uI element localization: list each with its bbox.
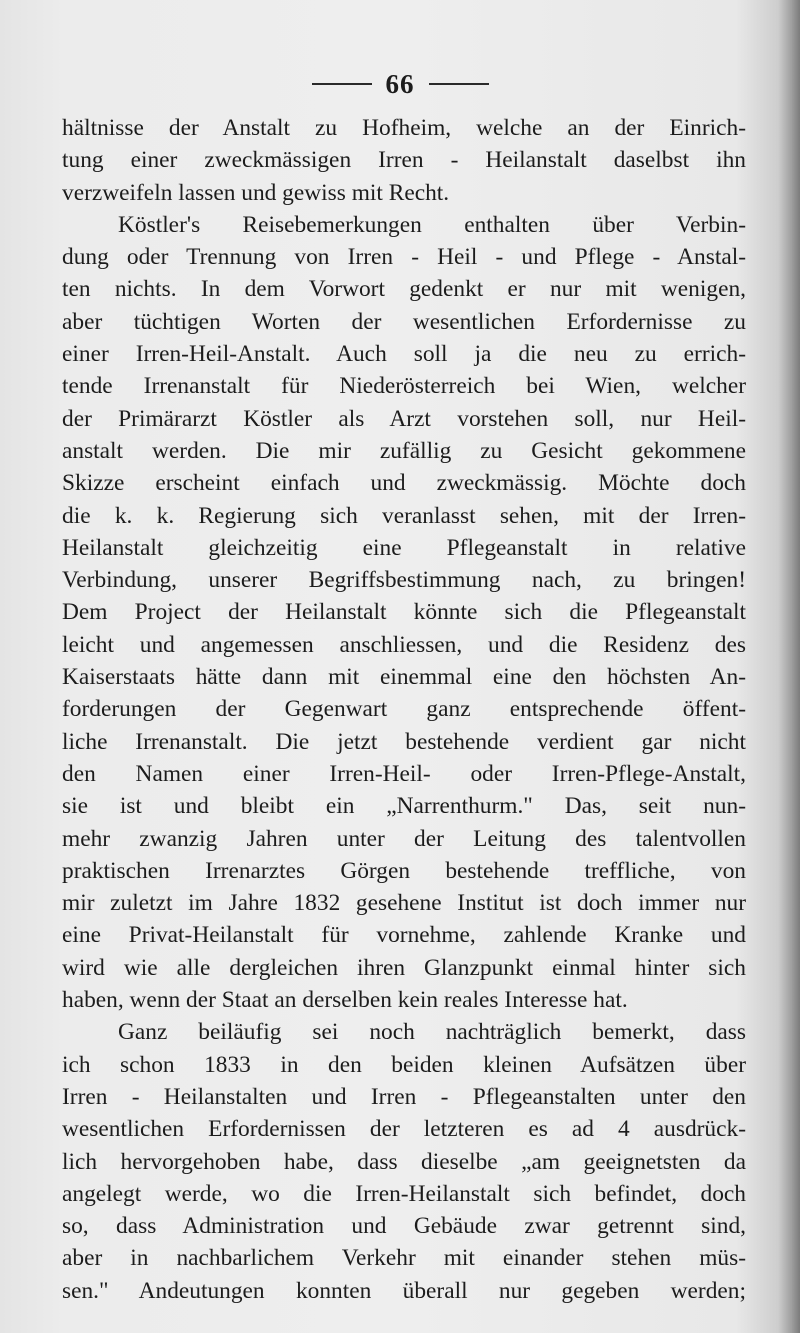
text-line: wird wie alle dergleichen ihren Glanzpunkt einmal hinter sich	[62, 954, 746, 981]
text-line: aber tüchtigen Worten der wesentlichen Erfordernisse zu	[62, 308, 746, 335]
text-line: tung einer zweckmässigen Irren - Heilanstalt daselbst ihn	[62, 147, 746, 174]
text-line: Heilanstalt gleichzeitig eine Pflegeanstalt in relative	[62, 534, 746, 561]
text-line: so, dass Administration und Gebäude zwar getrennt sind,	[62, 1213, 746, 1240]
text-line: haben, wenn der Staat an derselben kein reales Interesse hat.	[62, 987, 628, 1014]
text-line: einer Irren-Heil-Anstalt. Auch soll ja die neu zu errich-	[62, 341, 746, 368]
text-line: tende Irrenanstalt für Niederösterreich bei Wien, welcher	[62, 373, 746, 400]
text-line: mehr zwanzig Jahren unter der Leitung des talentvollen	[62, 825, 746, 852]
header-rule-right	[429, 83, 489, 85]
text-line: angelegt werde, wo die Irren-Heilanstalt sich befindet, doch	[62, 1180, 746, 1207]
text-line: lich hervorgehoben habe, dass dieselbe „am geeignetsten da	[62, 1148, 746, 1175]
text-line: forderungen der Gegenwart ganz entsprechende öffent-	[62, 696, 746, 723]
text-line: ich schon 1833 in den beiden kleinen Aufsätzen über	[62, 1051, 746, 1078]
body-text	[62, 112, 746, 1307]
text-line: praktischen Irrenarztes Görgen bestehende treffliche, von	[62, 857, 746, 884]
text-line: hältnisse der Anstalt zu Hofheim, welche an der Einrich-	[62, 115, 746, 141]
text-line: anstalt werden. Die mir zufällig zu Gesicht gekommene	[62, 437, 746, 464]
text-line: wesentlichen Erfordernissen der letzteren es ad 4 ausdrück-	[62, 1116, 746, 1143]
text-line: die k. k. Regierung sich veranlasst sehen, mit der Irren-	[62, 502, 746, 529]
text-line: sie ist und bleibt ein „Narrenthurm." Das, seit nun-	[62, 793, 746, 820]
text-line: leicht und angemessen anschliessen, und die Residenz des	[62, 631, 746, 658]
text-line: Ganz beiläufig sei noch nachträglich bemerkt, dass	[118, 1019, 746, 1046]
text-line: der Primärarzt Köstler als Arzt vorstehen soll, nur Heil-	[62, 405, 746, 432]
text-line: mir zuletzt im Jahre 1832 gesehene Institut ist doch immer nur	[62, 890, 746, 917]
text-line: aber in nachbarlichem Verkehr mit einander stehen müs-	[62, 1245, 746, 1272]
text-line: Dem Project der Heilanstalt könnte sich die Pflegeanstalt	[62, 599, 746, 626]
text-line: den Namen einer Irren-Heil- oder Irren-Pflege-Anstalt,	[62, 760, 746, 787]
text-line: Kaiserstaats hätte dann mit einemmal eine den höchsten An-	[62, 664, 746, 691]
text-line: Skizze erscheint einfach und zweckmässig. Möchte doch	[62, 470, 746, 497]
text-line: sen." Andeutungen konnten überall nur gegeben werden;	[62, 1277, 746, 1304]
header-rule-left	[312, 83, 372, 85]
page-number: 66	[385, 68, 415, 99]
text-line: liche Irrenanstalt. Die jetzt bestehende verdient gar nicht	[62, 728, 746, 755]
page-header	[0, 62, 800, 106]
text-line: Irren - Heilanstalten und Irren - Pflegeanstalten unter den	[62, 1083, 746, 1110]
page-spine-shadow	[778, 0, 800, 1333]
text-line: ten nichts. In dem Vorwort gedenkt er nur mit wenigen,	[62, 276, 746, 303]
text-line: Verbindung, unserer Begriffsbestimmung nach, zu bringen!	[62, 567, 746, 594]
text-line: dung oder Trennung von Irren - Heil - und Pflege - Anstal-	[62, 244, 746, 271]
text-line: eine Privat-Heilanstalt für vornehme, zahlende Kranke und	[62, 922, 746, 949]
text-line: verzweifeln lassen und gewiss mit Recht.	[62, 179, 450, 206]
text-line: Köstler's Reisebemerkungen enthalten über Verbin-	[118, 211, 746, 238]
